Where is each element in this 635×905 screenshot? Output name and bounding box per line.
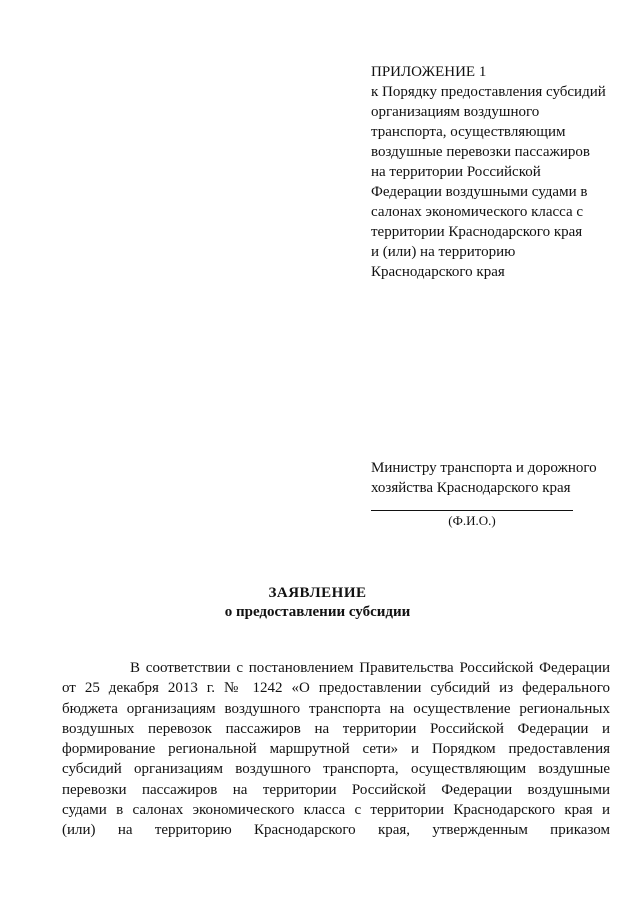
body-line: перевозки пассажиров на территории Российской Федерации воздушными [62,781,610,798]
body-line: (или) на территорию Краснодарского края, утвержденным приказом [62,822,610,839]
appendix-line: воздушные перевозки пассажиров [371,144,590,160]
appendix-title: ПРИЛОЖЕНИЕ 1 [371,64,487,80]
appendix-line: на территории Российской [371,164,541,180]
body-line: субсидий организациям воздушного транспорта, осуществляющим воздушные [62,761,610,778]
appendix-line: Федерации воздушными судами в [371,184,588,200]
fio-caption: (Ф.И.О.) [448,513,496,528]
addressee-block [371,458,621,498]
appendix-line: салонах экономического класса с [371,204,584,220]
fio-underline [371,510,573,511]
body-line: В соответствии с постановлением Правительства Российской Федерации [130,660,610,676]
document-subtitle: о предоставлении субсидии [224,604,411,620]
appendix-block [371,62,621,282]
body-line: судами в салонах экономического класса с территории Краснодарского края и [62,802,610,819]
document-title: ЗАЯВЛЕНИЕ [268,585,367,601]
body-line: формирование региональной маршрутной сети» и Порядком предоставления [62,741,610,758]
appendix-line: Краснодарского края [371,264,505,280]
addressee-line: хозяйства Краснодарского края [371,480,571,496]
appendix-line: организациям воздушного [371,104,540,120]
body-line: от 25 декабря 2013 г. № 1242 «О предоставлении субсидий из федерального [62,680,610,697]
body-line: бюджета организациям воздушного транспорта на осуществление региональных [62,700,610,717]
appendix-line: территории Краснодарского края [371,224,583,240]
addressee-line: Министру транспорта и дорожного [371,460,597,476]
body-line: воздушных перевозок пассажиров на территории Российской Федерации и [62,720,610,737]
appendix-line: и (или) на территорию [371,244,516,260]
appendix-line: транспорта, осуществляющим [371,124,566,140]
appendix-line: к Порядку предоставления субсидий [371,84,606,100]
body-paragraph [62,658,610,841]
